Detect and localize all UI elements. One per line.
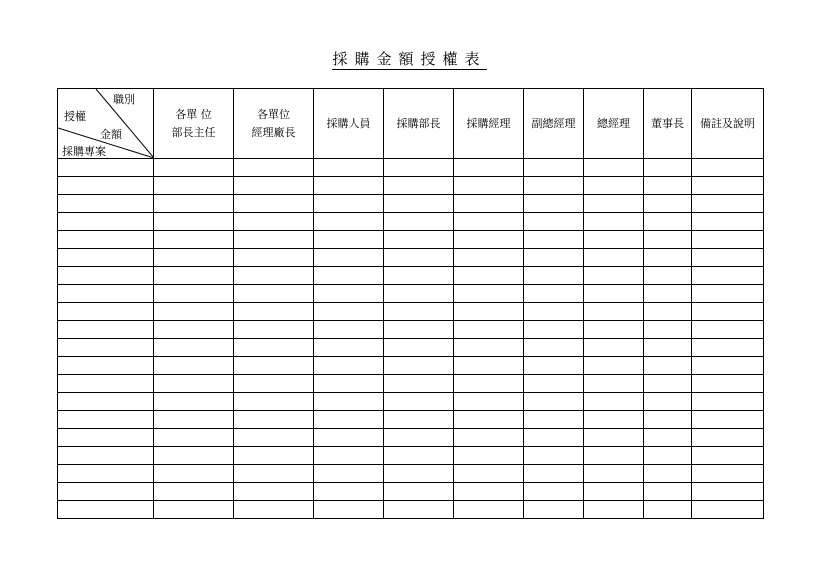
table-cell[interactable] <box>454 231 524 249</box>
table-cell[interactable] <box>644 339 692 357</box>
table-cell[interactable] <box>584 213 644 231</box>
table-row <box>58 195 764 213</box>
table-cell[interactable] <box>524 483 584 501</box>
table-cell[interactable] <box>384 267 454 285</box>
table-cell[interactable] <box>644 159 692 177</box>
table-cell[interactable] <box>58 501 154 519</box>
table-row <box>58 393 764 411</box>
table-cell[interactable] <box>584 411 644 429</box>
table-row <box>58 339 764 357</box>
table-cell[interactable] <box>58 429 154 447</box>
table-cell[interactable] <box>314 465 384 483</box>
table-cell[interactable] <box>384 231 454 249</box>
table-cell[interactable] <box>234 393 314 411</box>
table-cell[interactable] <box>314 483 384 501</box>
table-cell[interactable] <box>584 429 644 447</box>
table-cell[interactable] <box>524 249 584 267</box>
corner-role-label: 職別 <box>113 93 135 106</box>
table-cell[interactable] <box>314 357 384 375</box>
table-row <box>58 465 764 483</box>
table-cell[interactable] <box>454 339 524 357</box>
table-cell[interactable] <box>314 177 384 195</box>
table-cell[interactable] <box>234 339 314 357</box>
table-cell[interactable] <box>154 249 234 267</box>
table-row <box>58 411 764 429</box>
table-cell[interactable] <box>584 159 644 177</box>
table-cell[interactable] <box>154 447 234 465</box>
table-cell[interactable] <box>524 267 584 285</box>
table-cell[interactable] <box>524 501 584 519</box>
table-cell[interactable] <box>454 285 524 303</box>
table-cell[interactable] <box>524 339 584 357</box>
table-cell[interactable] <box>454 159 524 177</box>
table-cell[interactable] <box>692 393 764 411</box>
table-cell[interactable] <box>454 465 524 483</box>
table-cell[interactable] <box>154 159 234 177</box>
table-cell[interactable] <box>384 195 454 213</box>
table-cell[interactable] <box>58 483 154 501</box>
table-row <box>58 231 764 249</box>
table-cell[interactable] <box>524 465 584 483</box>
table-cell[interactable] <box>584 195 644 213</box>
table-cell[interactable] <box>384 447 454 465</box>
table-cell[interactable] <box>584 231 644 249</box>
table-cell[interactable] <box>384 339 454 357</box>
table-cell[interactable] <box>154 285 234 303</box>
table-cell[interactable] <box>154 501 234 519</box>
table-row <box>58 375 764 393</box>
table-cell[interactable] <box>692 267 764 285</box>
table-cell[interactable] <box>58 411 154 429</box>
table-cell[interactable] <box>454 213 524 231</box>
table-row <box>58 249 764 267</box>
table-cell[interactable] <box>58 447 154 465</box>
table-cell[interactable] <box>644 249 692 267</box>
table-cell[interactable] <box>58 339 154 357</box>
table-cell[interactable] <box>234 231 314 249</box>
table-cell[interactable] <box>524 213 584 231</box>
table-row <box>58 501 764 519</box>
table-row <box>58 321 764 339</box>
table-cell[interactable] <box>154 393 234 411</box>
table-row <box>58 213 764 231</box>
table-cell[interactable] <box>154 231 234 249</box>
table-cell[interactable] <box>524 447 584 465</box>
col-header: 董事長 <box>644 89 692 159</box>
table-cell[interactable] <box>234 249 314 267</box>
table-cell[interactable] <box>524 393 584 411</box>
table-cell[interactable] <box>454 447 524 465</box>
table-cell[interactable] <box>524 159 584 177</box>
table-cell[interactable] <box>692 303 764 321</box>
table-row <box>58 303 764 321</box>
col-header: 採購部長 <box>384 89 454 159</box>
table-cell[interactable] <box>584 285 644 303</box>
table-cell[interactable] <box>644 303 692 321</box>
table-cell[interactable] <box>154 213 234 231</box>
table-cell[interactable] <box>524 411 584 429</box>
table-cell[interactable] <box>524 285 584 303</box>
corner-cell <box>58 89 154 159</box>
table-cell[interactable] <box>692 483 764 501</box>
table-cell[interactable] <box>58 285 154 303</box>
table-cell[interactable] <box>384 159 454 177</box>
table-cell[interactable] <box>234 375 314 393</box>
table-cell[interactable] <box>154 375 234 393</box>
table-cell[interactable] <box>584 447 644 465</box>
table-cell[interactable] <box>454 267 524 285</box>
table-cell[interactable] <box>314 447 384 465</box>
table-cell[interactable] <box>524 375 584 393</box>
page-title: 採購金額授權表 <box>332 50 487 68</box>
col-header: 總經理 <box>584 89 644 159</box>
corner-auth-label: 授權 <box>64 110 86 123</box>
table-row <box>58 429 764 447</box>
table-cell[interactable] <box>314 213 384 231</box>
table-cell[interactable] <box>154 267 234 285</box>
table-cell[interactable] <box>58 303 154 321</box>
table-row <box>58 159 764 177</box>
table-cell[interactable] <box>234 159 314 177</box>
table-cell[interactable] <box>454 411 524 429</box>
table-cell[interactable] <box>58 177 154 195</box>
col-header: 各單位 經理廠長 <box>234 89 314 159</box>
table-cell[interactable] <box>644 267 692 285</box>
table-cell[interactable] <box>644 465 692 483</box>
table-cell[interactable] <box>154 339 234 357</box>
table-cell[interactable] <box>154 321 234 339</box>
table-cell[interactable] <box>384 321 454 339</box>
table-cell[interactable] <box>154 303 234 321</box>
table-cell[interactable] <box>584 465 644 483</box>
table-cell[interactable] <box>644 177 692 195</box>
table-cell[interactable] <box>58 231 154 249</box>
table-cell[interactable] <box>58 375 154 393</box>
table-cell[interactable] <box>234 321 314 339</box>
table-cell[interactable] <box>524 231 584 249</box>
corner-item-label: 採購專案 <box>62 145 106 158</box>
table-cell[interactable] <box>644 393 692 411</box>
table-cell[interactable] <box>454 303 524 321</box>
col-header: 採購人員 <box>314 89 384 159</box>
table-cell[interactable] <box>234 429 314 447</box>
table-cell[interactable] <box>644 501 692 519</box>
table-cell[interactable] <box>692 249 764 267</box>
table-cell[interactable] <box>314 321 384 339</box>
table-cell[interactable] <box>384 429 454 447</box>
table-cell[interactable] <box>454 483 524 501</box>
table-cell[interactable] <box>584 339 644 357</box>
table-cell[interactable] <box>234 285 314 303</box>
corner-amount-label: 金額 <box>100 128 122 141</box>
table-cell[interactable] <box>692 465 764 483</box>
table-cell[interactable] <box>454 501 524 519</box>
table-row <box>58 267 764 285</box>
table-row <box>58 285 764 303</box>
table-cell[interactable] <box>454 321 524 339</box>
table-cell[interactable] <box>454 429 524 447</box>
table-cell[interactable] <box>644 231 692 249</box>
table-cell[interactable] <box>524 429 584 447</box>
table-cell[interactable] <box>154 411 234 429</box>
table-cell[interactable] <box>454 375 524 393</box>
table-cell[interactable] <box>584 501 644 519</box>
table-cell[interactable] <box>584 177 644 195</box>
table-cell[interactable] <box>154 483 234 501</box>
table-cell[interactable] <box>454 357 524 375</box>
table-cell[interactable] <box>314 267 384 285</box>
table-cell[interactable] <box>692 285 764 303</box>
table-cell[interactable] <box>58 195 154 213</box>
table-cell[interactable] <box>644 411 692 429</box>
table-cell[interactable] <box>644 285 692 303</box>
table-cell[interactable] <box>524 357 584 375</box>
table-cell[interactable] <box>454 195 524 213</box>
table-cell[interactable] <box>154 429 234 447</box>
table-cell[interactable] <box>234 177 314 195</box>
table-cell[interactable] <box>524 303 584 321</box>
table-cell[interactable] <box>154 465 234 483</box>
table-cell[interactable] <box>692 321 764 339</box>
table-cell[interactable] <box>692 501 764 519</box>
table-cell[interactable] <box>584 321 644 339</box>
table-cell[interactable] <box>314 429 384 447</box>
table-cell[interactable] <box>314 501 384 519</box>
table-cell[interactable] <box>644 429 692 447</box>
table-cell[interactable] <box>314 411 384 429</box>
table-cell[interactable] <box>58 267 154 285</box>
table-cell[interactable] <box>384 213 454 231</box>
table-cell[interactable] <box>454 249 524 267</box>
table-cell[interactable] <box>692 339 764 357</box>
table-cell[interactable] <box>584 303 644 321</box>
table-cell[interactable] <box>58 159 154 177</box>
table-cell[interactable] <box>234 267 314 285</box>
table-cell[interactable] <box>584 483 644 501</box>
table-cell[interactable] <box>454 393 524 411</box>
table-row <box>58 447 764 465</box>
table-cell[interactable] <box>584 267 644 285</box>
table-cell[interactable] <box>234 357 314 375</box>
table-cell[interactable] <box>234 483 314 501</box>
table-cell[interactable] <box>314 159 384 177</box>
table-cell[interactable] <box>644 447 692 465</box>
table-cell[interactable] <box>692 447 764 465</box>
header-row <box>58 89 764 159</box>
table-cell[interactable] <box>692 195 764 213</box>
table-cell[interactable] <box>154 177 234 195</box>
table-cell[interactable] <box>384 483 454 501</box>
table-cell[interactable] <box>58 321 154 339</box>
table-cell[interactable] <box>314 249 384 267</box>
table-cell[interactable] <box>454 177 524 195</box>
table-cell[interactable] <box>644 213 692 231</box>
table-cell[interactable] <box>692 375 764 393</box>
table-cell[interactable] <box>384 357 454 375</box>
table-cell[interactable] <box>524 321 584 339</box>
table-cell[interactable] <box>692 159 764 177</box>
table-cell[interactable] <box>234 303 314 321</box>
table-cell[interactable] <box>234 213 314 231</box>
table-cell[interactable] <box>154 357 234 375</box>
table-cell[interactable] <box>58 465 154 483</box>
table-cell[interactable] <box>314 285 384 303</box>
table-cell[interactable] <box>692 411 764 429</box>
table-cell[interactable] <box>384 393 454 411</box>
table-cell[interactable] <box>644 357 692 375</box>
authorization-table <box>57 88 764 519</box>
table-cell[interactable] <box>384 303 454 321</box>
col-header: 採購經理 <box>454 89 524 159</box>
table-cell[interactable] <box>384 411 454 429</box>
table-cell[interactable] <box>644 195 692 213</box>
table-cell[interactable] <box>234 465 314 483</box>
table-cell[interactable] <box>314 375 384 393</box>
table-cell[interactable] <box>692 213 764 231</box>
table-cell[interactable] <box>314 303 384 321</box>
table-cell[interactable] <box>58 213 154 231</box>
table-cell[interactable] <box>584 249 644 267</box>
table-cell[interactable] <box>692 357 764 375</box>
table-cell[interactable] <box>314 393 384 411</box>
table-cell[interactable] <box>584 357 644 375</box>
table-cell[interactable] <box>58 249 154 267</box>
table-cell[interactable] <box>692 177 764 195</box>
col-header: 副總經理 <box>524 89 584 159</box>
table-cell[interactable] <box>584 393 644 411</box>
table-cell[interactable] <box>154 195 234 213</box>
table-cell[interactable] <box>314 231 384 249</box>
table-cell[interactable] <box>584 375 644 393</box>
table-cell[interactable] <box>58 393 154 411</box>
table-cell[interactable] <box>384 465 454 483</box>
table-row <box>58 483 764 501</box>
table-cell[interactable] <box>384 501 454 519</box>
table-cell[interactable] <box>644 321 692 339</box>
table-cell[interactable] <box>384 249 454 267</box>
table-row <box>58 177 764 195</box>
table-cell[interactable] <box>644 375 692 393</box>
col-header: 各單 位 部長主任 <box>154 89 234 159</box>
table-cell[interactable] <box>384 285 454 303</box>
table-cell[interactable] <box>314 195 384 213</box>
table-row <box>58 357 764 375</box>
col-header: 備註及說明 <box>692 89 764 159</box>
table-cell[interactable] <box>524 177 584 195</box>
table-cell[interactable] <box>384 375 454 393</box>
table-cell[interactable] <box>234 195 314 213</box>
table-cell[interactable] <box>58 357 154 375</box>
table-cell[interactable] <box>692 231 764 249</box>
table-cell[interactable] <box>524 195 584 213</box>
table-cell[interactable] <box>384 177 454 195</box>
table-cell[interactable] <box>234 501 314 519</box>
table-cell[interactable] <box>314 339 384 357</box>
table-cell[interactable] <box>692 429 764 447</box>
table-cell[interactable] <box>234 411 314 429</box>
table-cell[interactable] <box>234 447 314 465</box>
table-cell[interactable] <box>644 483 692 501</box>
